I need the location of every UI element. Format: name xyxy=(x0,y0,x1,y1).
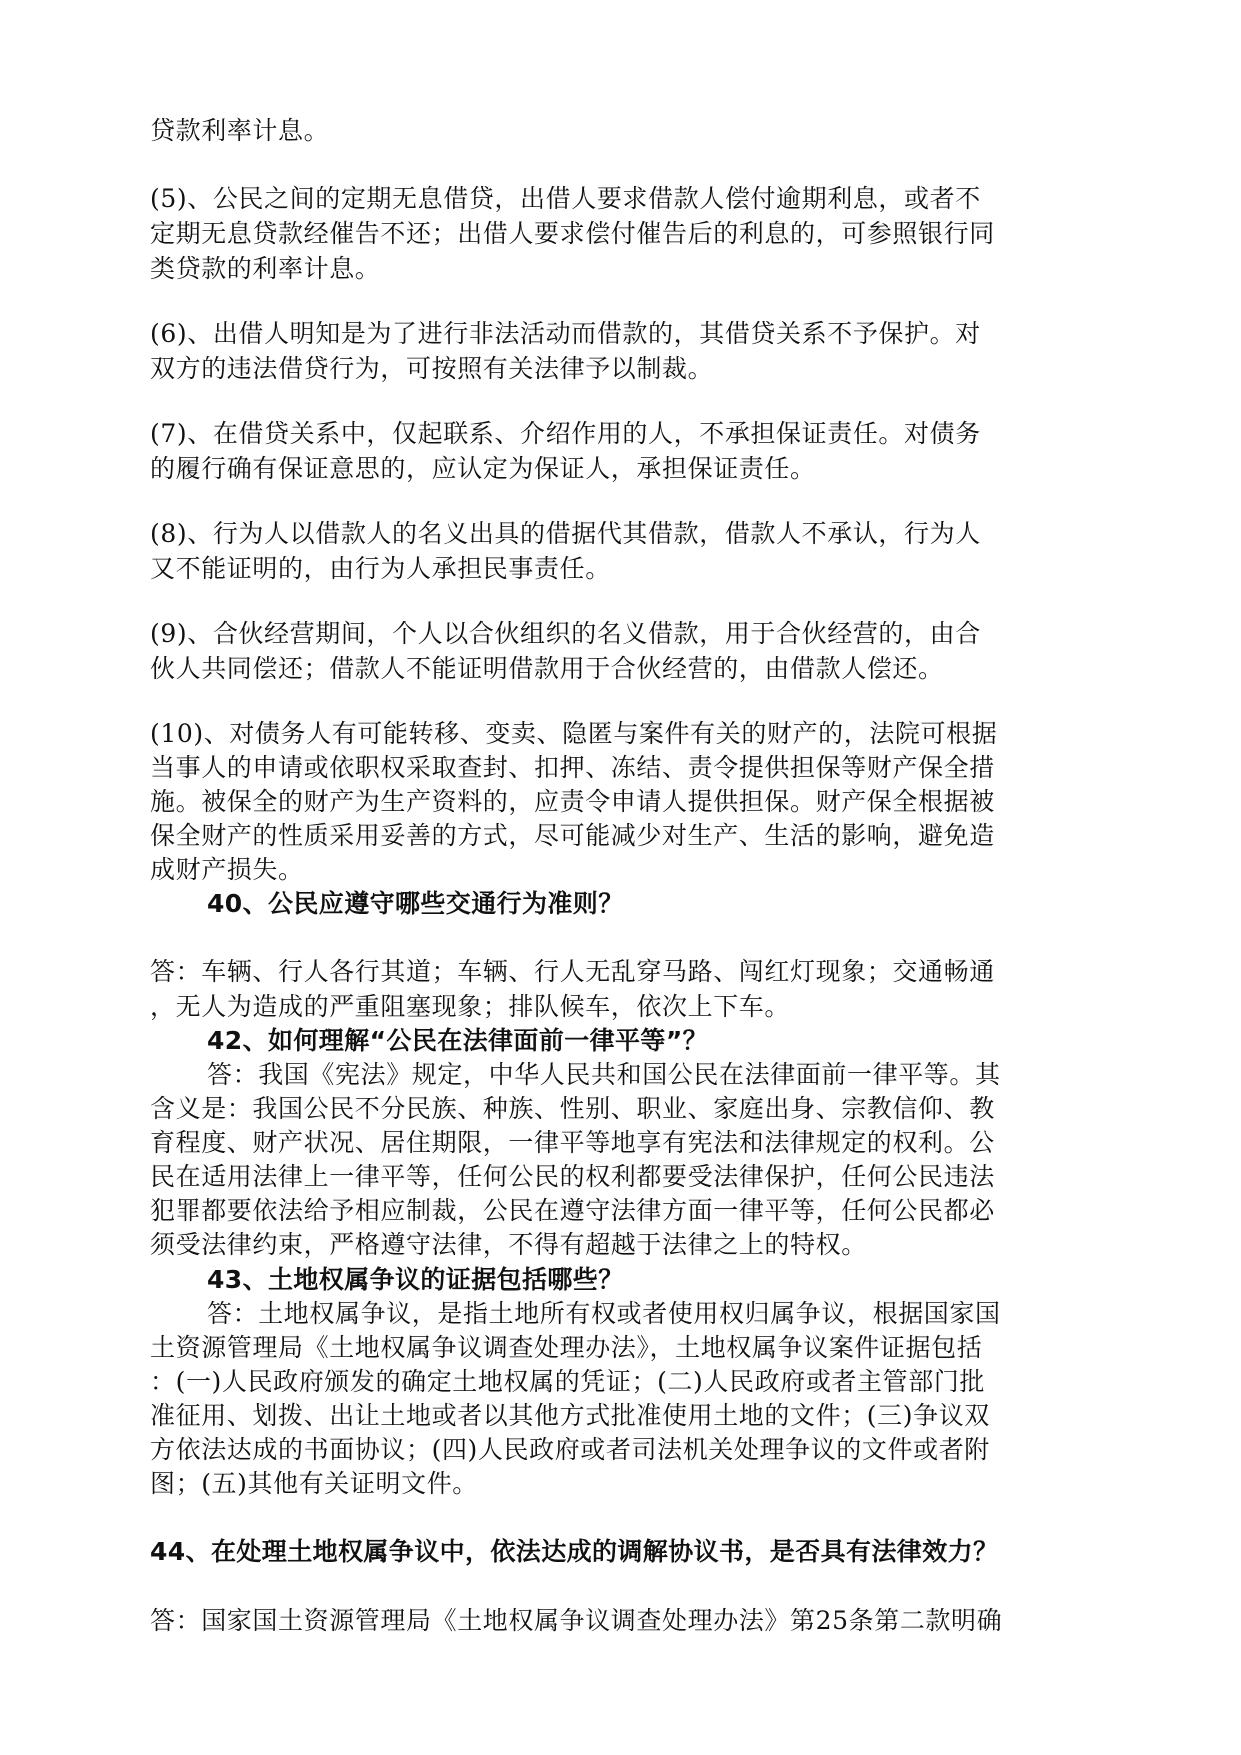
text-line: 当事人的申请或依职权采取查封、扣押、冻结、责令提供担保等财产保全措 xyxy=(150,753,995,782)
text-line: 答：车辆、行人各行其道；车辆、行人无乱穿马路、闯红灯现象；交通畅通 xyxy=(150,957,995,986)
text-line: 犯罪都要依法给予相应制裁，公民在遵守法律方面一律平等，任何公民都必 xyxy=(150,1196,995,1225)
text-line: 伙人共同偿还；借款人不能证明借款用于合伙经营的，由借款人偿还。 xyxy=(150,654,944,683)
text-line: (8)、行为人以借款人的名义出具的借据代其借款，借款人不承认，行为人 xyxy=(150,519,981,548)
text-line: (5)、公民之间的定期无息借贷，出借人要求借款人偿付逾期利息，或者不 xyxy=(150,184,981,213)
text-line: 的履行确有保证意思的，应认定为保证人，承担保证责任。 xyxy=(150,454,816,483)
text-line: 准征用、划拨、出让土地或者以其他方式批准使用土地的文件；(三)争议双 xyxy=(150,1401,990,1430)
text-line: 贷款利率计息。 xyxy=(150,116,330,145)
text-line: 答：我国《宪法》规定，中华人民共和国公民在法律面前一律平等。其 xyxy=(207,1060,1001,1089)
text-line: 保全财产的性质采用妥善的方式，尽可能减少对生产、生活的影响，避免造 xyxy=(150,821,995,850)
text-line: (9)、合伙经营期间，个人以合伙组织的名义借款，用于合伙经营的，由合 xyxy=(150,619,981,648)
text-line: 类贷款的利率计息。 xyxy=(150,254,381,283)
text-line: 定期无息贷款经催告不还；出借人要求偿付催告后的利息的，可参照银行同 xyxy=(150,219,995,248)
text-line: (10)、对债务人有可能转移、变卖、隐匿与案件有关的财产的，法院可根据 xyxy=(150,719,998,748)
text-line: ，无人为造成的严重阻塞现象；排队候车，依次上下车。 xyxy=(150,992,791,1021)
text-line: 民在适用法律上一律平等，任何公民的权利都要受法律保护，任何公民违法 xyxy=(150,1162,995,1191)
text-line: 又不能证明的，由行为人承担民事责任。 xyxy=(150,554,611,583)
question-heading: 40、公民应遵守哪些交通行为准则？ xyxy=(207,889,624,918)
text-line: 土资源管理局《土地权属争议调查处理办法》，土地权属争议案件证据包括 xyxy=(150,1333,983,1362)
text-line: 答：国家国土资源管理局《土地权属争议调查处理办法》第25条第二款明确 xyxy=(150,1606,1003,1635)
text-line: 须受法律约束，严格遵守法律，不得有超越于法律之上的特权。 xyxy=(150,1230,867,1259)
text-line: 答：土地权属争议，是指土地所有权或者使用权归属争议，根据国家国 xyxy=(207,1299,1001,1328)
text-line: 图；(五)其他有关证明文件。 xyxy=(150,1469,478,1498)
text-line: 含义是：我国公民不分民族、种族、性别、职业、家庭出身、宗教信仰、教 xyxy=(150,1094,995,1123)
text-line: 方依法达成的书面协议；(四)人民政府或者司法机关处理争议的文件或者附 xyxy=(150,1435,990,1464)
text-line: 施。被保全的财产为生产资料的，应责令申请人提供担保。财产保全根据被 xyxy=(150,787,995,816)
question-heading: 43、土地权属争议的证据包括哪些？ xyxy=(207,1265,624,1294)
question-heading: 44、在处理土地权属争议中，依法达成的调解协议书，是否具有法律效力？ xyxy=(150,1537,999,1566)
text-line: 育程度、财产状况、居住期限，一律平等地享有宪法和法律规定的权利。公 xyxy=(150,1128,995,1157)
text-line: ：(一)人民政府颁发的确定土地权属的凭证；(二)人民政府或者主管部门批 xyxy=(150,1367,986,1396)
text-line: 成财产损失。 xyxy=(150,855,304,884)
text-line: (7)、在借贷关系中，仅起联系、介绍作用的人，不承担保证责任。对债务 xyxy=(150,419,981,448)
text-line: (6)、出借人明知是为了进行非法活动而借款的，其借贷关系不予保护。对 xyxy=(150,319,981,348)
text-line: 双方的违法借贷行为，可按照有关法律予以制裁。 xyxy=(150,354,714,383)
question-heading: 42、如何理解“公民在法律面前一律平等”？ xyxy=(207,1026,709,1055)
